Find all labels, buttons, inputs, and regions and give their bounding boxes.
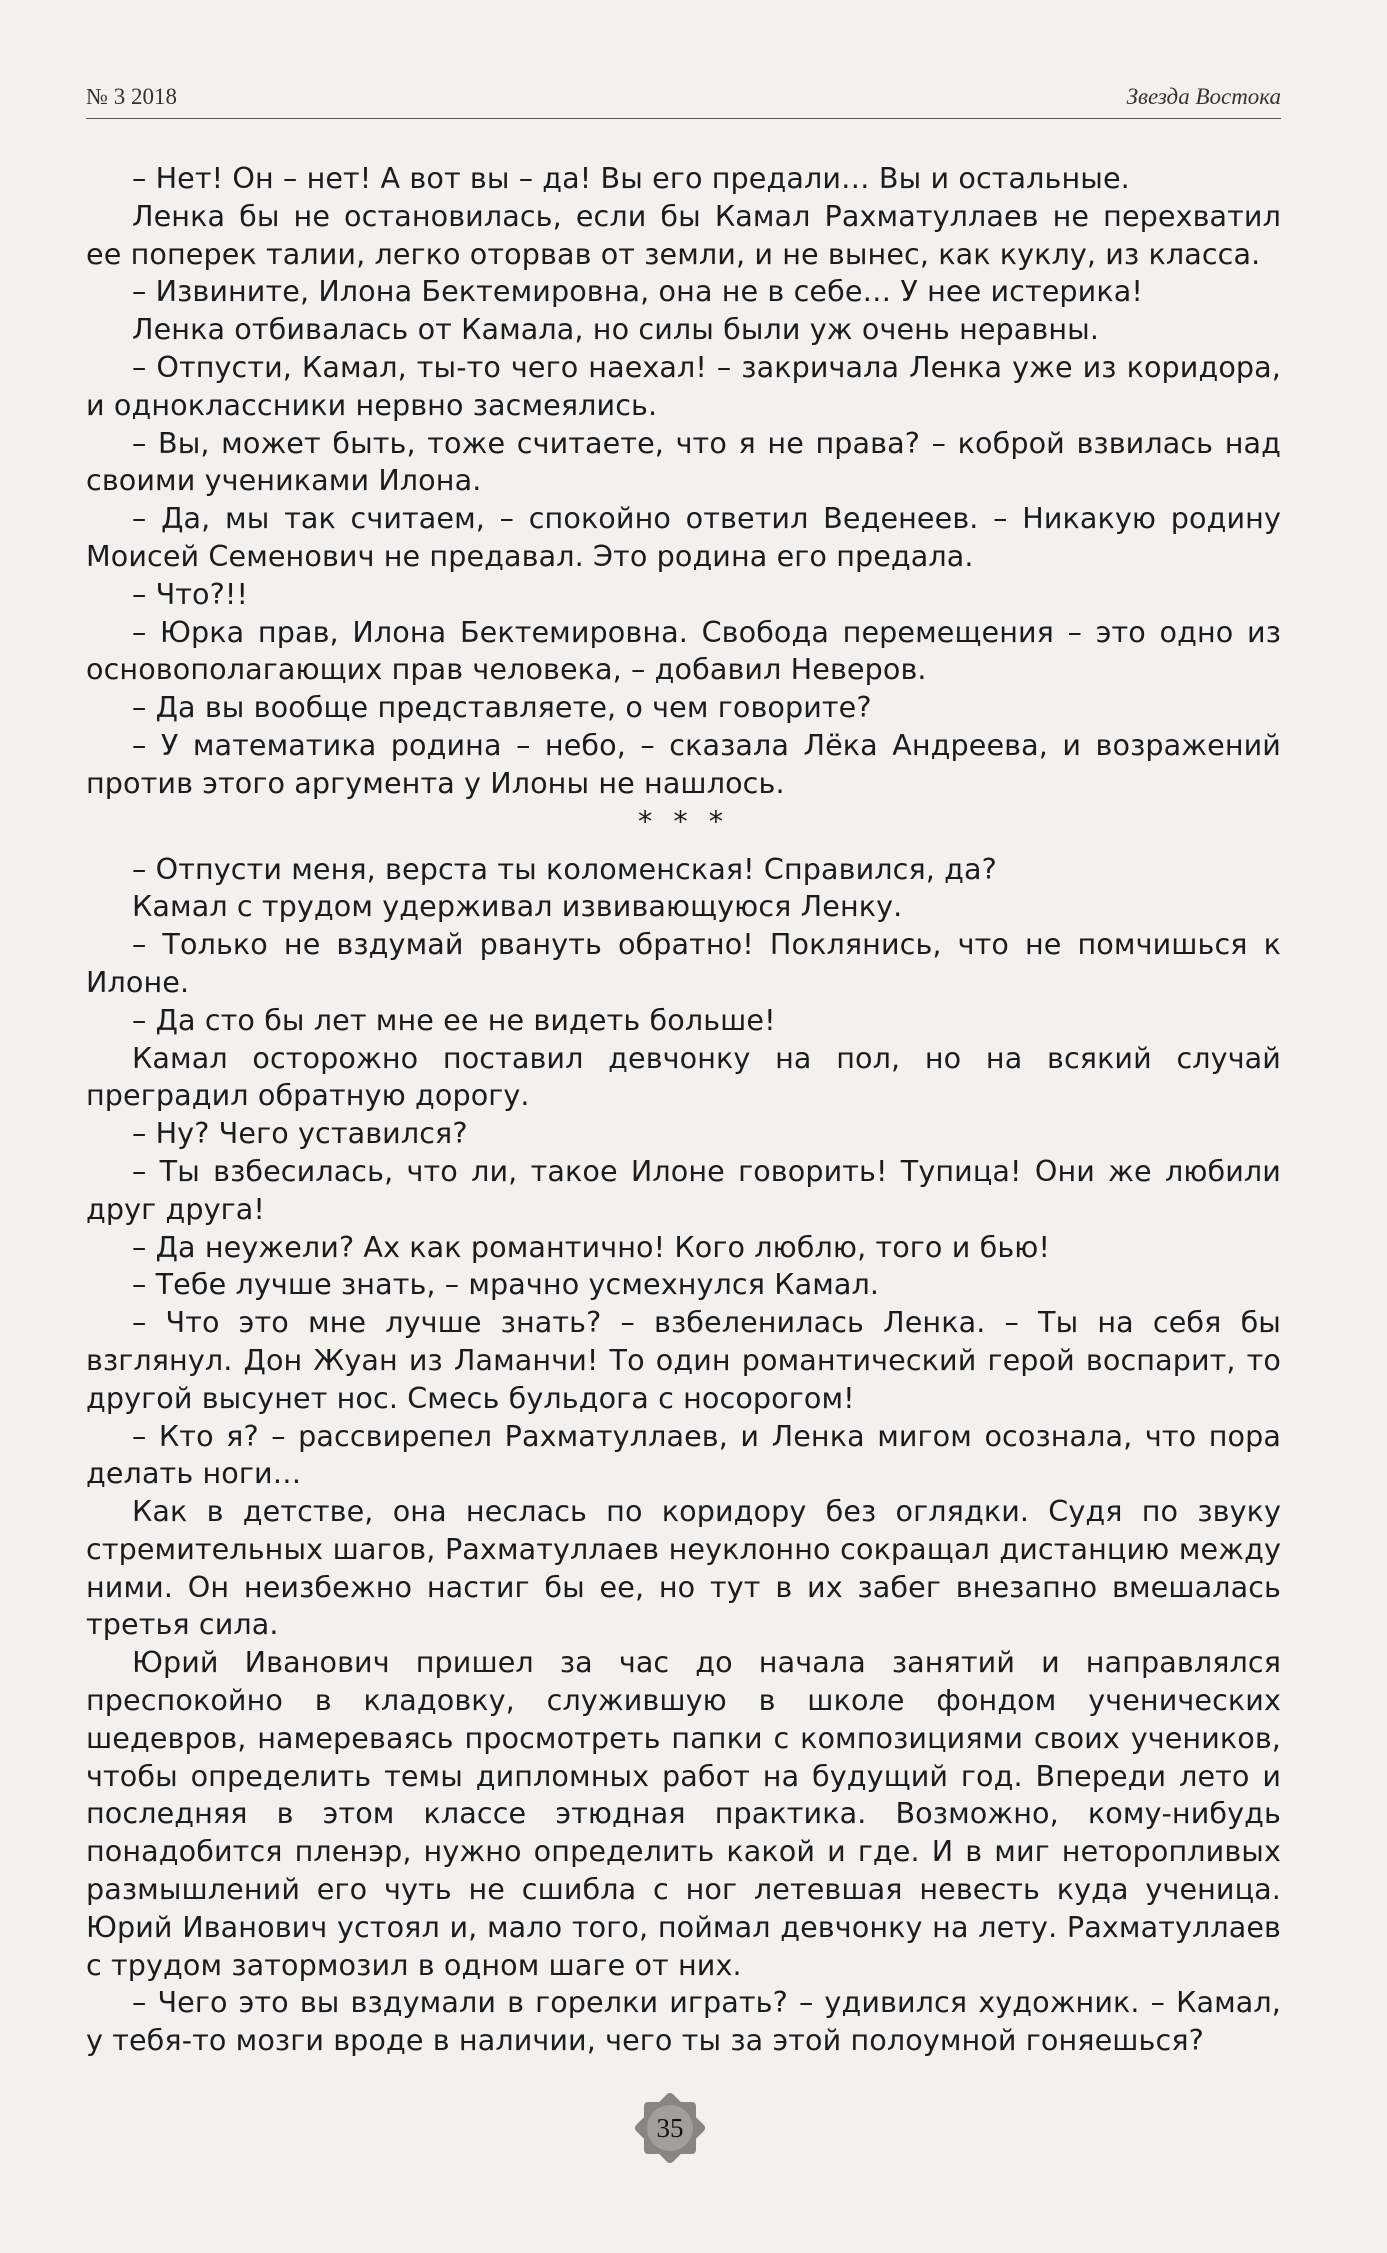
paragraph: Ленка отбивалась от Камала, но силы были уж очень неравны.	[132, 312, 1100, 347]
journal-title: Звезда Востока	[1126, 84, 1281, 109]
paragraph: – Ну? Чего уставился?	[132, 1116, 468, 1151]
paragraph: – Что?!!	[132, 576, 249, 611]
paragraph: – У математика родина – небо, – сказала Лёка Андреева, и возражений против этого аргумента у Илоны не нашлось.	[86, 727, 1281, 800]
paragraph: – Отпусти меня, верста ты коломенская! Справился, да?	[132, 851, 997, 886]
paragraph: Камал осторожно поставил девчонку на пол, но на всякий случай преградил обратную дорогу.	[86, 1040, 1281, 1113]
page-number: 35	[656, 2113, 684, 2143]
section-break: * * *	[637, 803, 730, 838]
paragraph: – Да вы вообще представляете, о чем говорите?	[132, 690, 872, 725]
paragraph: – Да сто бы лет мне ее не видеть больше!	[132, 1002, 776, 1037]
paragraph: – Ты взбесилась, что ли, такое Илоне говорить! Тупица! Они же любили друг друга!	[86, 1153, 1281, 1226]
paragraph: – Извините, Илона Бектемировна, она не в себе… У нее истерика!	[132, 274, 1143, 309]
running-header	[86, 84, 1281, 116]
page-number-badge	[628, 2086, 712, 2170]
paragraph: – Да неужели? Ах как романтично! Кого люблю, того и бью!	[132, 1229, 1051, 1264]
paragraph: – Отпусти, Камал, ты-то чего наехал! – закричала Ленка уже из коридора, и одноклассники нервно засмеялись.	[86, 349, 1281, 422]
issue-number: № 3 2018	[86, 84, 177, 109]
paragraph: – Кто я? – рассвирепел Рахматуллаев, и Ленка мигом осознала, что пора делать ноги…	[86, 1418, 1281, 1491]
paragraph: – Да, мы так считаем, – спокойно ответил Веденеев. – Никакую родину Моисей Семенович не предавал. Это родина его предала.	[86, 501, 1281, 573]
paragraph: – Чего это вы вздумали в горелки играть? – удивился художник. – Камал, у тебя-то мозги вроде в наличии, чего ты за этой полоумной гоняешься?	[86, 1985, 1281, 2058]
paragraph: – Тебе лучше знать, – мрачно усмехнулся Камал.	[132, 1267, 880, 1302]
paragraph: – Нет! Он – нет! А вот вы – да! Вы его предали… Вы и остальные.	[132, 161, 1130, 195]
paragraph: – Только не вздумай рвануть обратно! Поклянись, что не помчишься к Илоне.	[86, 927, 1281, 999]
paragraph: – Вы, может быть, тоже считаете, что я не права? – коброй взвилась над своими учениками Илона.	[86, 425, 1281, 498]
paragraph: – Что это мне лучше знать? – взбеленилась Ленка. – Ты на себя бы взглянул. Дон Жуан из Ламанчи! То один романтический герой воспарит, то другой высунет нос. Смесь бульдога с носорогом!	[86, 1305, 1281, 1415]
paragraph: Юрий Иванович пришел за час до начала занятий и направлялся преспокойно в кладовку, служившую в школе фондом ученических шедевров, намереваясь просмотреть папки с композициями своих учеников, чтобы определить темы дипломных работ на будущий год. Впереди лето и последняя в этом классе этюдная практика. Возможно, кому-нибудь понадобится пленэр, нужно определить какой и где. И в миг неторопливых размышлений его чуть не сшибла с ног летевшая невесть куда ученица. Юрий Иванович устоял и, мало того, поймал девчонку на лету. Рахматуллаев с трудом затормозил в одном шаге от них.	[86, 1645, 1281, 1982]
paragraph: Ленка бы не остановилась, если бы Камал Рахматуллаев не перехватил ее поперек талии, легко оторвав от земли, и не вынес, как куклу, из класса.	[86, 198, 1281, 271]
paragraph: Как в детстве, она неслась по коридору без оглядки. Судя по звуку стремительных шагов, Рахматуллаев неуклонно сокращал дистанцию между ними. Он неизбежно настиг бы ее, но тут в их забег внезапно вмешалась третья сила.	[86, 1494, 1281, 1642]
paragraph: – Юрка прав, Илона Бектемировна. Свобода перемещения – это одно из основополагающих прав человека, – добавил Неверов.	[86, 614, 1281, 687]
text-body	[86, 160, 1281, 2060]
paragraph: Камал с трудом удерживал извивающуюся Ленку.	[132, 889, 903, 924]
header-rule	[86, 118, 1281, 119]
